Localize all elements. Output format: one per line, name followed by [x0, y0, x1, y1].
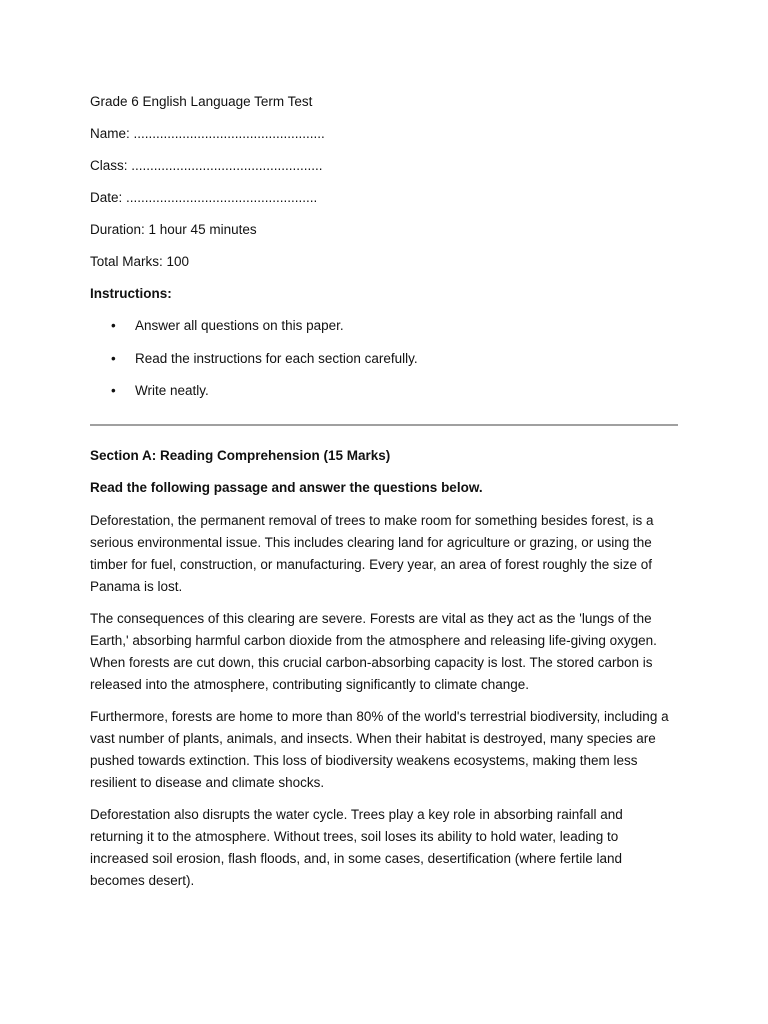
passage-prompt: Read the following passage and answer the questions below. [90, 480, 483, 495]
document-content [90, 92, 678, 902]
passage-paragraph: Furthermore, forests are home to more than 80% of the world's terrestrial biodiversity, including a vast number of plants, animals, and insects. When their habitat is destroyed, many species are pushed towards extinction. This loss of biodiversity weakens ecosystems, making them less resilient to disease and climate shocks. [90, 709, 669, 790]
duration-text: Duration: 1 hour 45 minutes [90, 222, 257, 237]
date-field: Date: ................................................... [90, 190, 318, 205]
class-field: Class: ................................................... [90, 158, 323, 173]
instructions-heading: Instructions: [90, 286, 172, 301]
passage-paragraph: Deforestation, the permanent removal of trees to make room for something besides forest, is a serious environmental issue. This includes clearing land for agriculture or grazing, or using the timber for fuel, construction, or manufacturing. Every year, an area of forest roughly the size of Panama is lost. [90, 513, 654, 594]
instruction-item [90, 349, 678, 369]
passage-paragraph: The consequences of this clearing are severe. Forests are vital as they act as the 'lungs of the Earth,' absorbing harmful carbon dioxide from the atmosphere and releasing life-giving oxygen. When forests are cut down, this crucial carbon-absorbing capacity is lost. The stored carbon is released into the atmosphere, contributing significantly to climate change. [90, 611, 657, 692]
name-field: Name: ................................................... [90, 126, 325, 141]
instructions-list [90, 316, 678, 401]
bullet-icon: • [111, 383, 116, 398]
bullet-icon: • [111, 318, 116, 333]
instruction-item [90, 381, 678, 401]
instruction-item [90, 316, 678, 336]
passage-paragraph: Deforestation also disrupts the water cycle. Trees play a key role in absorbing rainfall and returning it to the atmosphere. Without trees, soil loses its ability to hold water, leading to increased soil erosion, flash floods, and, in some cases, desertification (where fertile land becomes desert). [90, 807, 623, 888]
instruction-text: Write neatly. [135, 383, 209, 398]
test-title: Grade 6 English Language Term Test [90, 94, 313, 109]
horizontal-divider [90, 424, 678, 426]
total-marks-text: Total Marks: 100 [90, 254, 190, 269]
bullet-icon: • [111, 350, 116, 366]
instruction-text: Read the instructions for each section carefully. [135, 350, 418, 366]
section-a-heading: Section A: Reading Comprehension (15 Marks) [90, 448, 391, 463]
instruction-text: Answer all questions on this paper. [135, 318, 344, 333]
